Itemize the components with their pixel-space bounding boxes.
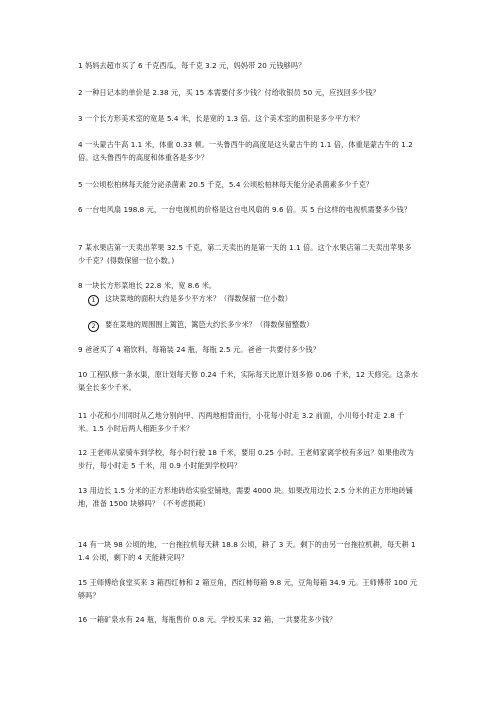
question-12: 12 王老师从家骑车到学校，每小时行驶 18 千米，要用 0.25 小时。王老师家离学校有多远？如果他改为步行，每小时走 5 千米，用 0.9 小时能到学校吗？ — [78, 448, 414, 470]
question-8-sub-1-text: 这块菜地的面积大约是多少平方米？（得数保留一位小数） — [105, 294, 292, 303]
question-5: 5 一公顷松柏林每天能分泌杀菌素 20.5 千克，5.4 公顷松柏林每天能分泌杀菌素多少千克？ — [78, 180, 374, 189]
question-1: 1 妈妈去超市买了 6 千克西瓜，每千克 3.2 元，妈妈带 20 元钱够吗？ — [78, 61, 306, 70]
circled-number-2: 2 — [88, 321, 99, 332]
question-7: 7 某水果店第一天卖出苹果 32.5 千克，第二天卖出的是第一天的 1.1 倍。这个水果店第二天卖出苹果多少千克？(得数保留一位小数。) — [78, 243, 412, 265]
question-4: 4 一头蒙古牛高 1.1 米，体重 0.33 顿。一头鲁西牛的高度是这头蒙古牛的 1.1 倍，体重是蒙古牛的 1.2 倍。这头鲁西牛的高度和体重各是多少？ — [78, 140, 413, 162]
question-15: 15 王师傅给食堂买来 3 箱西红柿和 2 箱豆角，西红柿每箱 9.8 元，豆角每箱 34.9 元。王师傅带 100 元够吗？ — [78, 578, 418, 600]
question-11: 11 小花和小川同时从乙地分别向甲、丙两地相背而行，小花每小时走 3.2 前面，小川每小时走 2.8 千米。1.5 小时后两人相距多少千米？ — [78, 411, 405, 433]
circled-number-1: 1 — [88, 295, 99, 306]
question-9: 9 爸爸买了 4 箱饮料，每箱装 24 瓶，每瓶 2.5 元。爸爸一共要付多少钱？ — [78, 345, 320, 354]
question-8-sub-2-text: 要在菜地的周围围上篱笆，篱笆大约长多少米？（得数保留整数） — [105, 320, 314, 329]
question-10: 10 工程队修一条水渠，原计划每天修 0.24 千米，实际每天比原计划多修 0.06 千米，12 天修完。这条水渠全长多少千米。 — [78, 370, 418, 392]
question-3: 3 一个长方形美术室的宽是 5.4 米，长是宽的 1.3 倍。这个美术室的面积是多少平方米？ — [78, 114, 364, 123]
question-13: 13 用边长 1.5 分米的正方形地砖给实验室铺地，需要 4000 块。如果改用边长 2.5 分米的正方形地砖铺地，准备 1500 块够吗？（不考虑损耗） — [78, 486, 414, 508]
question-14: 14 有一块 98 公顷的地，一台拖拉机每天耕 18.8 公顷，耕了 3 天。剩下的由另一台拖拉机耕，每天耕 11.4 公顷，剩下的 4 天能耕完吗？ — [78, 540, 416, 562]
question-8-sub-1 — [88, 292, 418, 306]
question-6: 6 一台电风扇 198.8 元，一台电视机的价格是这台电风扇的 9.6 倍。买 5 台这样的电视机需要多少钱？ — [78, 205, 412, 214]
question-2: 2 一种日记本的单价是 2.38 元，买 15 本需要付多少钱？付给收银员 50 元，应找回多少钱？ — [78, 88, 380, 97]
question-8: 8 一块长方形菜地长 22.8 米，宽 8.6 米。 — [78, 281, 217, 290]
question-8-sub-2 — [88, 318, 418, 332]
question-16: 16 一箱矿泉水有 24 瓶，每瓶售价 0.8 元。学校买来 32 箱，一共要花多少钱？ — [78, 615, 337, 624]
